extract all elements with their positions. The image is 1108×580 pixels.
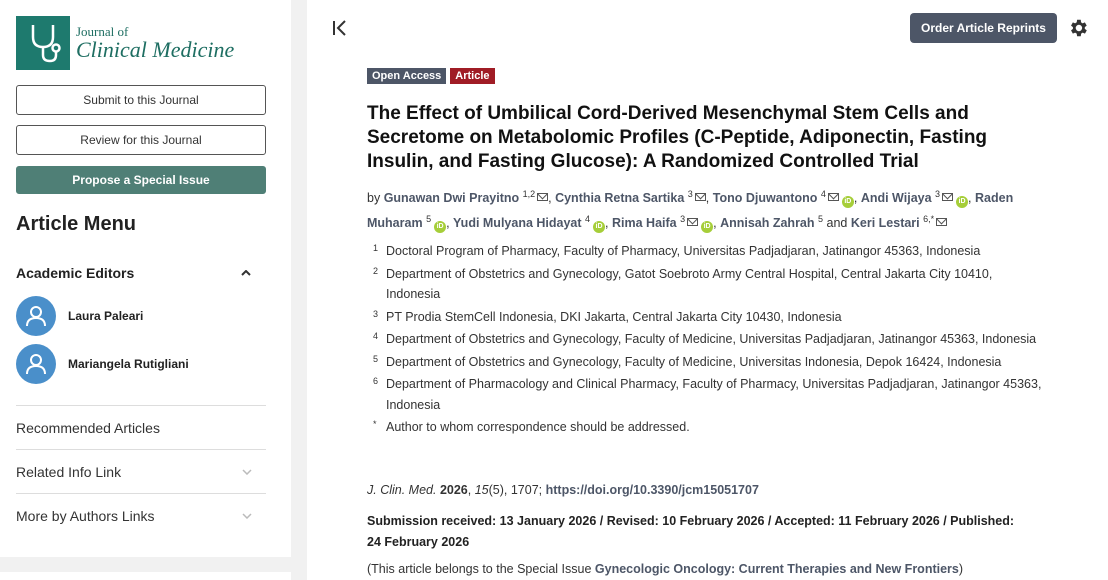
academic-editors-toggle[interactable] xyxy=(16,265,266,281)
citation-issue: (5) xyxy=(488,483,504,497)
logo-line-1: Journal of xyxy=(76,24,129,39)
affiliations-list xyxy=(367,241,1047,440)
journal-abbrev: J. Clin. Med. xyxy=(367,483,437,497)
editor-item[interactable] xyxy=(16,296,266,336)
envelope-icon[interactable] xyxy=(942,193,953,201)
author-affil-sup: 3 xyxy=(687,189,693,199)
affiliation-number: 1 xyxy=(373,243,379,253)
logo-line-2: Clinical Medicine xyxy=(76,37,235,62)
order-reprints-button[interactable]: Order Article Reprints xyxy=(910,13,1057,43)
affiliation-text: Department of Obstetrics and Gynecology, Gatot Soebroto Army Central Hospital, Central Jakarta City 10410, Indonesia xyxy=(386,266,993,301)
user-icon xyxy=(25,353,47,375)
author-link[interactable]: Rima Haifa xyxy=(612,215,677,230)
affiliation-text: Doctoral Program of Pharmacy, Faculty of Pharmacy, Universitas Padjadjaran, Jatinangor 45363, Indonesia xyxy=(386,244,981,258)
related-info-link[interactable] xyxy=(16,464,266,480)
open-access-badge: Open Access xyxy=(367,68,446,84)
article-title: The Effect of Umbilical Cord-Derived Mesenchymal Stem Cells and Secretome on Metabolomic Profiles (C-Peptide, Adiponectin, Fasting Insulin, and Fasting Glucose): A Randomized Controlled Trial xyxy=(367,103,988,172)
orcid-icon[interactable]: iD xyxy=(593,221,605,233)
author-link[interactable]: Tono Djuwantono xyxy=(712,191,818,206)
envelope-icon[interactable] xyxy=(936,218,947,226)
envelope-icon[interactable] xyxy=(828,193,839,201)
affiliation-item xyxy=(367,307,1047,328)
editor-name: Laura Paleari xyxy=(68,309,144,323)
divider xyxy=(16,405,266,406)
recommended-articles-label: Recommended Articles xyxy=(16,420,160,436)
author-link[interactable]: Cynthia Retna Sartika xyxy=(555,191,685,206)
author-link[interactable]: Raden Muharam xyxy=(367,191,1014,230)
citation-pages: , 1707; xyxy=(503,483,546,497)
author-affil-sup: 4 xyxy=(585,213,591,224)
propose-special-issue-button[interactable]: Propose a Special Issue xyxy=(16,166,266,194)
orcid-icon[interactable]: iD xyxy=(434,221,446,233)
affiliation-item xyxy=(367,329,1047,350)
special-issue-suffix: ) xyxy=(958,562,964,576)
affiliation-number: 5 xyxy=(373,353,379,364)
envelope-icon[interactable] xyxy=(537,193,548,201)
affiliation-text: Department of Obstetrics and Gynecology, Faculty of Medicine, Universitas Padjadjaran, Jatinangor 45363, Indonesia xyxy=(386,332,1037,346)
publication-dates: Submission received: 13 January 2026 / Revised: 10 February 2026 / Accepted: 11 February 2026 / Published: 24 February 2026 xyxy=(367,514,1015,549)
gear-icon[interactable] xyxy=(1067,17,1089,39)
avatar xyxy=(16,344,56,384)
author-affil-sup: 3 xyxy=(680,213,686,224)
affiliation-item xyxy=(367,417,1047,438)
more-by-authors-link[interactable] xyxy=(16,508,266,524)
affiliation-item xyxy=(367,374,1047,415)
divider xyxy=(16,493,266,494)
journal-logo[interactable] xyxy=(16,16,234,70)
affiliation-text: PT Prodia StemCell Indonesia, DKI Jakarta, Central Jakarta City 10430, Indonesia xyxy=(386,309,842,324)
and-label: and xyxy=(826,215,848,230)
orcid-icon[interactable]: iD xyxy=(842,196,854,208)
author-link[interactable]: Andi Wijaya xyxy=(860,191,932,206)
avatar xyxy=(16,296,56,336)
affiliation-item xyxy=(367,241,1047,262)
envelope-icon[interactable] xyxy=(695,193,706,201)
editor-item[interactable] xyxy=(16,344,266,384)
divider xyxy=(16,449,266,450)
author-affil-sup: 5 xyxy=(818,213,824,224)
affiliation-item xyxy=(367,352,1047,373)
doi-link[interactable]: https://doi.org/10.3390/jcm15051707 xyxy=(545,483,759,497)
author-affil-sup: 1,2 xyxy=(522,189,536,199)
author-affil-sup: 5 xyxy=(426,213,432,224)
author-affil-sup: 6,* xyxy=(923,213,935,224)
special-issue-note xyxy=(367,562,963,576)
affiliation-item xyxy=(367,264,1047,305)
article-menu-title: Article Menu xyxy=(16,213,137,235)
chevron-down-icon xyxy=(242,469,252,475)
related-info-label: Related Info Link xyxy=(16,464,122,480)
sidebar-next-panel xyxy=(0,572,291,580)
article-type-badge: Article xyxy=(450,68,494,84)
sidebar xyxy=(0,0,291,557)
author-affil-sup: 4 xyxy=(820,189,826,199)
user-icon xyxy=(25,305,47,327)
citation-volume: 15 xyxy=(474,483,489,497)
affiliation-number: 3 xyxy=(373,308,379,319)
author-affil-sup: 3 xyxy=(935,189,941,199)
chevron-up-icon xyxy=(241,270,251,276)
author-link[interactable]: Annisah Zahrah xyxy=(720,215,815,230)
affiliation-text: Department of Pharmacology and Clinical Pharmacy, Faculty of Pharmacy, Universitas Padjadjaran, Jatinangor 45363, Indonesia xyxy=(386,377,1042,412)
affiliation-text: Author to whom correspondence should be addressed. xyxy=(386,420,690,434)
orcid-icon[interactable]: iD xyxy=(701,221,713,233)
orcid-icon[interactable]: iD xyxy=(956,196,968,208)
author-list: by Gunawan Dwi Prayitno $^{1,2}$ , Cynthia Retna Sartika $^3$ , Tono Djuwantono $^4$iD , Andi Wijaya $^3$iD , Raden Muharam $^5$iD , Yudi Mulyana Hidayat $^4$iD , Rima Haifa $^3$iD , Annisah Zahrah $^5$ and Keri Lestari $^{6,*}$ xyxy=(367,184,1047,233)
author-link[interactable]: Yudi Mulyana Hidayat xyxy=(453,215,582,230)
affiliation-number: 2 xyxy=(373,265,379,276)
citation: J. Clin. Med. 2026, 15(5), 1707; https://doi.org/10.3390/jcm15051707 xyxy=(367,483,759,497)
review-button[interactable]: Review for this Journal xyxy=(16,125,266,155)
special-issue-link[interactable]: Gynecologic Oncology: Current Therapies and New Frontiers xyxy=(594,562,959,576)
academic-editors-label: Academic Editors xyxy=(16,265,135,281)
recommended-articles-link[interactable] xyxy=(16,420,266,436)
editor-name: Mariangela Rutigliani xyxy=(68,357,189,371)
affiliation-number: 4 xyxy=(373,331,379,341)
envelope-icon[interactable] xyxy=(687,218,698,226)
collapse-sidebar-icon[interactable] xyxy=(332,18,348,38)
affiliation-number: 6 xyxy=(373,376,379,386)
affiliation-text: Department of Obstetrics and Gynecology, Faculty of Medicine, Universitas Indonesia, Depok 16424, Indonesia xyxy=(386,354,1002,369)
special-issue-prefix: (This article belongs to the Special Issue xyxy=(367,562,595,576)
chevron-down-icon xyxy=(242,513,252,519)
article-badges xyxy=(367,68,495,84)
stethoscope-icon xyxy=(16,16,70,70)
by-label: by xyxy=(367,191,381,206)
citation-year: 2026 xyxy=(439,483,468,497)
author-link[interactable]: Gunawan Dwi Prayitno xyxy=(383,191,520,206)
submit-button[interactable]: Submit to this Journal xyxy=(16,85,266,115)
affiliation-number: * xyxy=(373,419,377,429)
author-link[interactable]: Keri Lestari xyxy=(850,215,920,230)
more-by-authors-label: More by Authors Links xyxy=(16,508,155,524)
